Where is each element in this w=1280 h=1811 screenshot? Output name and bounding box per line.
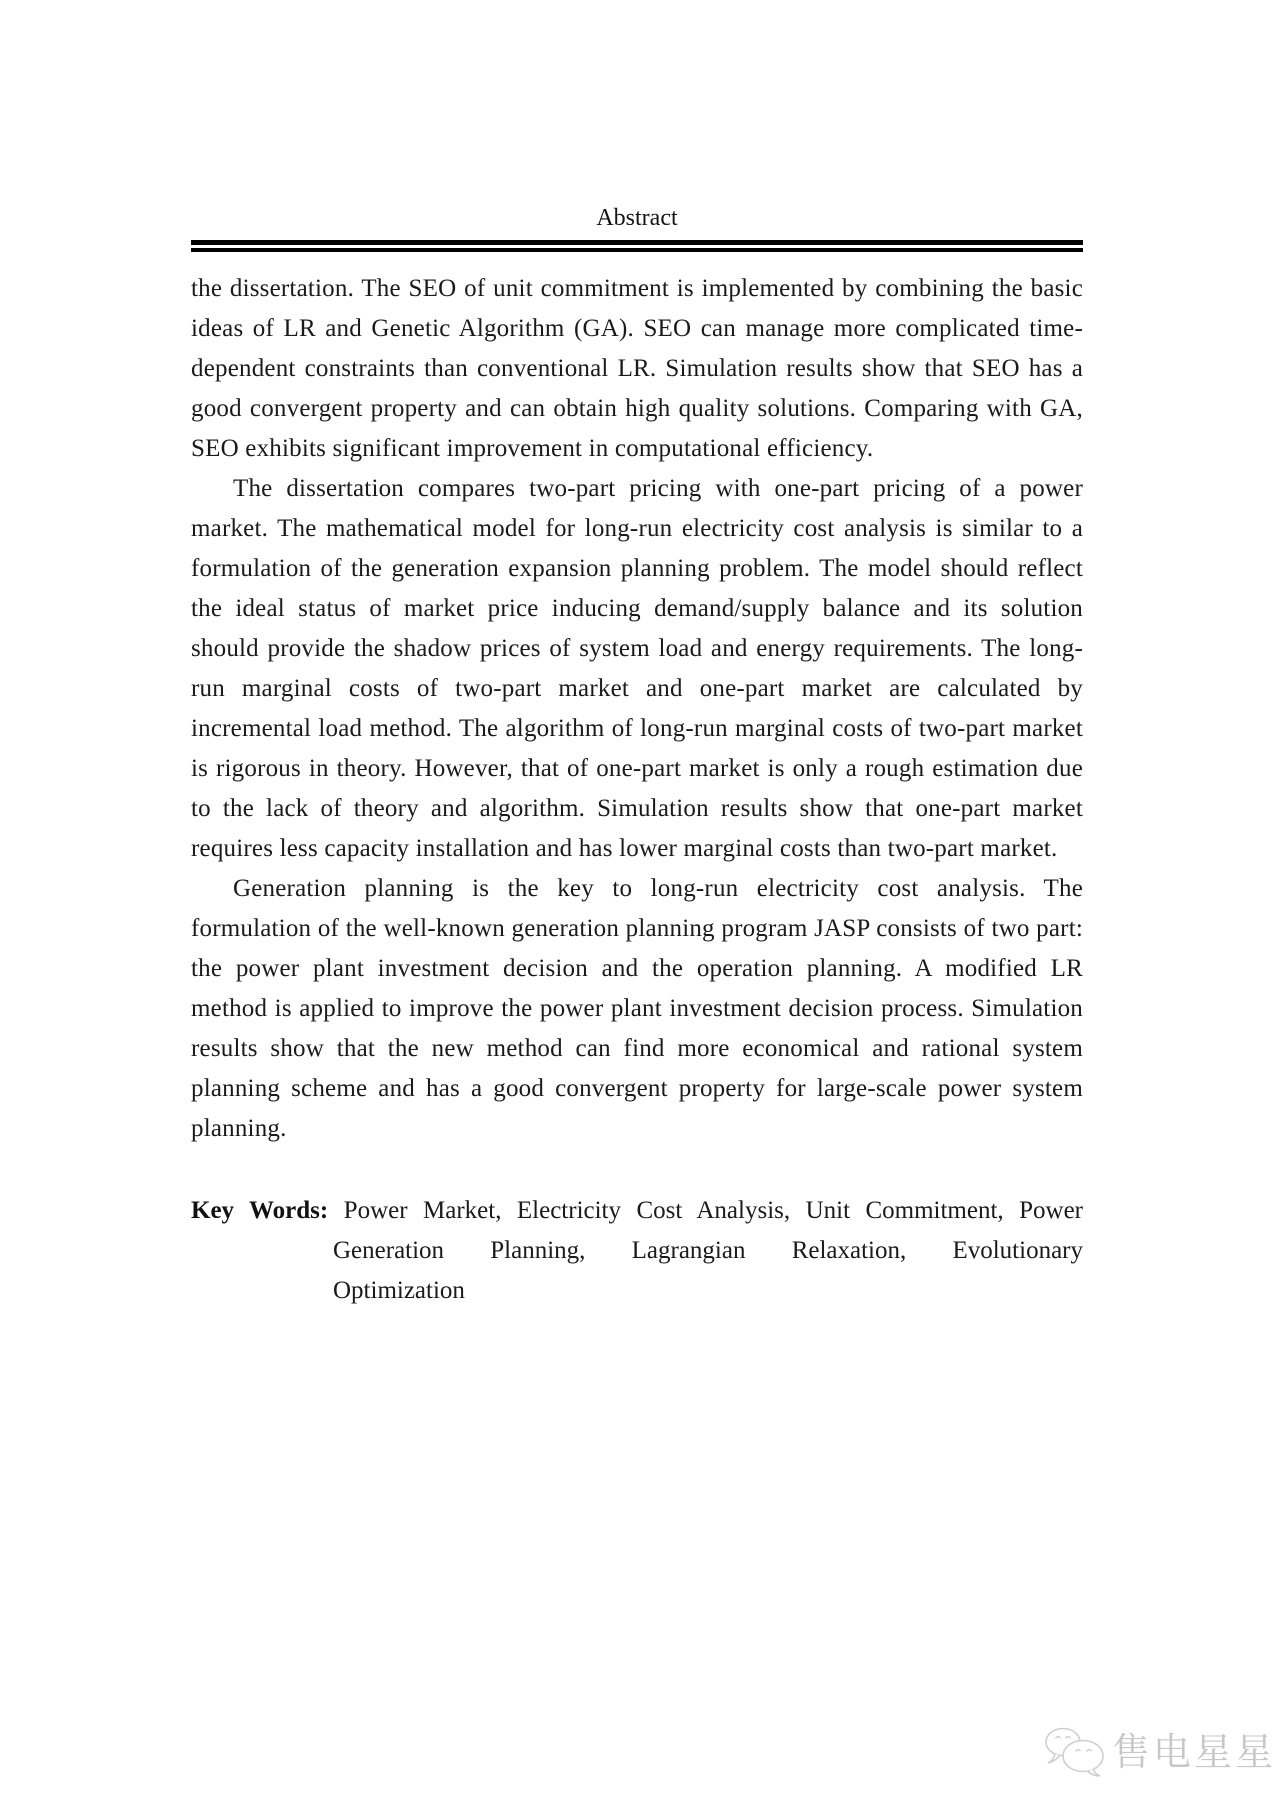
page-content bbox=[191, 203, 1083, 1311]
keywords-text-1: Power Market, Electricity Cost Analysis, Unit Commitment, Power bbox=[343, 1197, 1083, 1224]
header-double-rule bbox=[191, 240, 1083, 252]
wechat-chat-bubbles-icon bbox=[1042, 1727, 1104, 1777]
keywords-label: Key Words: bbox=[191, 1197, 329, 1224]
keywords-line-1 bbox=[191, 1191, 1083, 1231]
watermark-brand-text: 售电星星 bbox=[1112, 1730, 1277, 1774]
page-title: Abstract bbox=[596, 205, 678, 231]
keywords-block bbox=[191, 1191, 1083, 1311]
abstract-paragraph-continuation: the dissertation. The SEO of unit commitment is implemented by combining the basic ideas of LR and Genetic Algorithm (GA). SEO can manage more complicated time-dependent constraints than conventional LR. Simulation results show that SEO has a good convergent property and can obtain high quality solutions. Comparing with GA, SEO exhibits significant improvement in computational efficiency. bbox=[191, 275, 1083, 462]
abstract-body bbox=[191, 269, 1083, 1149]
keywords-text-3: Optimization bbox=[333, 1277, 465, 1304]
abstract-paragraph: Generation planning is the key to long-run electricity cost analysis. The formulation of the well-known generation planning program JASP consists of two part: the power plant investment decision and the operation planning. A modified LR method is applied to improve the power plant investment decision process. Simulation results show that the new method can find more economical and rational system planning scheme and has a good convergent property for large-scale power system planning. bbox=[191, 875, 1083, 1142]
watermark bbox=[1042, 1727, 1276, 1777]
keywords-text-2: Generation Planning, Lagrangian Relaxation, Evolutionary bbox=[333, 1237, 1083, 1264]
abstract-paragraph: The dissertation compares two-part pricing with one-part pricing of a power market. The mathematical model for long-run electricity cost analysis is similar to a formulation of the generation expansion planning problem. The model should reflect the ideal status of market price inducing demand/supply balance and its solution should provide the shadow prices of system load and energy requirements. The long-run marginal costs of two-part market and one-part market are calculated by incremental load method. The algorithm of long-run marginal costs of two-part market is rigorous in theory. However, that of one-part market is only a rough estimation due to the lack of theory and algorithm. Simulation results show that one-part market requires less capacity installation and has lower marginal costs than two-part market. bbox=[191, 475, 1083, 862]
